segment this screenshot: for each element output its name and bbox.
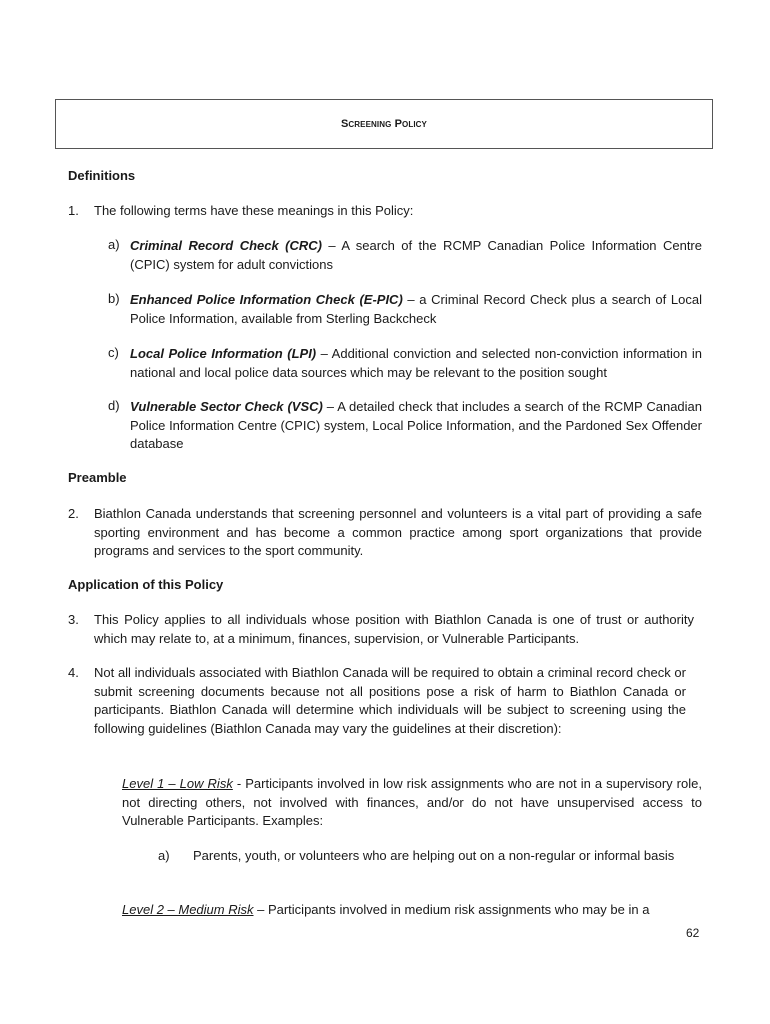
level-1-label: Level 1 – Low Risk — [122, 776, 233, 791]
term-c-letter: c) — [108, 345, 119, 360]
preamble-heading: Preamble — [68, 470, 127, 485]
page-title: Screening Policy — [340, 118, 427, 130]
item-1-number: 1. — [68, 203, 79, 218]
application-heading: Application of this Policy — [68, 577, 224, 592]
term-d-letter: d) — [108, 398, 120, 413]
term-c-definition — [130, 345, 702, 382]
term-a-letter: a) — [108, 237, 120, 252]
level-2-label: Level 2 – Medium Risk — [122, 902, 254, 917]
term-b-letter: b) — [108, 291, 120, 306]
term-a-separator: – — [321, 238, 342, 253]
term-b-name: Enhanced Police Information Check (E-PIC) — [130, 292, 403, 307]
item-1-text: The following terms have these meanings in this Policy: — [94, 203, 414, 218]
term-c-text: Additional conviction and selected non-conviction information in national and local police data sources which may be relevant to the position sought — [130, 346, 702, 380]
title-box — [55, 99, 713, 149]
term-d-separator: – — [322, 399, 338, 414]
item-4-number: 4. — [68, 665, 79, 680]
term-a-name: Criminal Record Check (CRC) — [130, 238, 322, 253]
level-1-example-letter: a) — [158, 848, 170, 863]
term-d-name: Vulnerable Sector Check (VSC) — [130, 399, 323, 414]
item-3-text: This Policy applies to all individuals whose position with Biathlon Canada is one of trust or authority which may relate to, at a minimum, finances, supervision, or Vulnerable Participants. — [94, 612, 694, 646]
level-1-example-text: Parents, youth, or volunteers who are helping out on a non-regular or informal basis — [193, 848, 675, 863]
level-1-paragraph — [122, 775, 702, 831]
level-2-paragraph — [122, 901, 702, 920]
page-number: 62 — [686, 926, 700, 940]
item-3-number: 3. — [68, 612, 79, 627]
term-c-separator: – — [316, 346, 332, 361]
term-b-definition — [130, 291, 702, 328]
term-a-text: A search of the RCMP Canadian Police Information Centre (CPIC) system for adult convictions — [130, 238, 702, 272]
term-d-text: A detailed check that includes a search of the RCMP Canadian Police Information Centre (CPIC) system, Local Police Information, and the Pardoned Sex Offender database — [130, 399, 702, 451]
item-2-text: Biathlon Canada understands that screening personnel and volunteers is a vital part of providing a safe sporting environment and has become a common practice among sport organizations that provide programs and services to the sport community. — [94, 506, 702, 558]
item-2-number: 2. — [68, 506, 79, 521]
term-c-name: Local Police Information (LPI) — [130, 346, 317, 361]
level-2-text: – Participants involved in medium risk assignments who may be in a — [253, 902, 650, 917]
term-d-definition — [130, 398, 702, 454]
term-b-text: a Criminal Record Check plus a search of Local Police Information, available from Sterling Backcheck — [130, 292, 702, 326]
item-4-text: Not all individuals associated with Biathlon Canada will be required to obtain a criminal record check or submit screening documents because not all positions pose a risk of harm to Biathlon Canada or participants. Biathlon Canada will determine which individuals will be subject to screening using the following guidelines (Biathlon Canada may vary the guidelines at their discretion): — [94, 665, 686, 736]
level-1-text: - Participants involved in low risk assignments who are not in a supervisory role, not directing others, not involved with finances, and/or do not have unsupervised access to Vulnerable Participants. Examples: — [122, 776, 702, 828]
term-a-definition — [130, 237, 702, 274]
term-b-separator: – — [402, 292, 420, 307]
definitions-heading: Definitions — [68, 168, 136, 183]
